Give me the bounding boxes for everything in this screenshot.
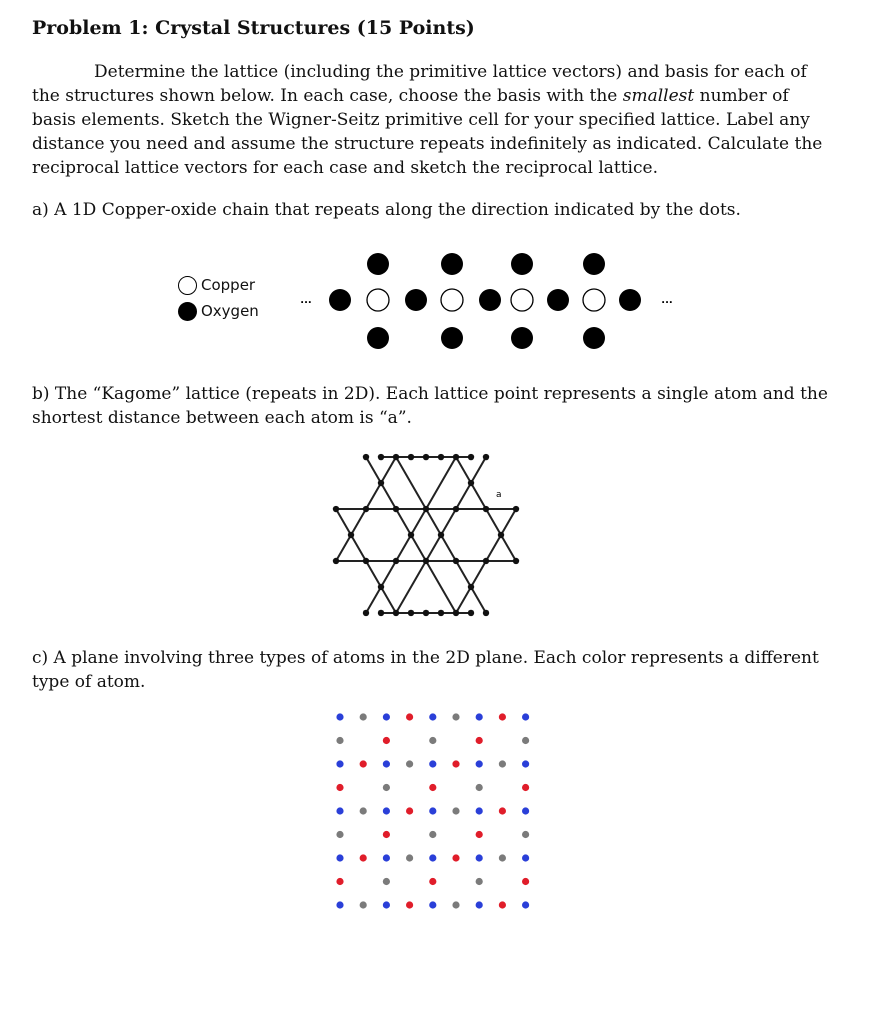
gray-atom xyxy=(383,784,390,791)
gray-atom xyxy=(499,854,506,861)
kagome-atom xyxy=(333,506,339,512)
red-atom xyxy=(360,854,367,861)
blue-atom xyxy=(383,760,390,767)
three-atom-plane xyxy=(0,705,892,915)
kagome-atom xyxy=(438,454,444,460)
kagome-atom xyxy=(468,480,474,486)
gray-atom xyxy=(360,807,367,814)
kagome-atom xyxy=(393,454,399,460)
blue-atom xyxy=(522,760,529,767)
oxygen-atom xyxy=(367,253,389,275)
blue-atom xyxy=(336,854,343,861)
red-atom xyxy=(499,807,506,814)
red-atom xyxy=(452,760,459,767)
problem-intro xyxy=(32,60,844,180)
intro-line: distance you need and assume the structure repeats indefinitely as indicated. Calculate the xyxy=(32,134,823,154)
copper-atom xyxy=(367,289,389,311)
kagome-atom xyxy=(513,506,519,512)
blue-atom xyxy=(336,807,343,814)
gray-atom xyxy=(499,760,506,767)
blue-atom xyxy=(429,713,436,720)
copper-atom xyxy=(583,289,605,311)
gray-atom xyxy=(429,831,436,838)
gray-atom xyxy=(383,878,390,885)
blue-atom xyxy=(522,854,529,861)
blue-atom xyxy=(522,713,529,720)
kagome-atom xyxy=(408,610,414,616)
oxygen-atom xyxy=(619,289,641,311)
blue-atom xyxy=(476,807,483,814)
copper-atom xyxy=(441,289,463,311)
blue-atom xyxy=(429,854,436,861)
blue-atom xyxy=(522,901,529,908)
distance-a-label: a xyxy=(496,490,502,500)
kagome-atom xyxy=(378,610,384,616)
blue-atom xyxy=(383,807,390,814)
kagome-atom xyxy=(378,454,384,460)
red-atom xyxy=(406,901,413,908)
gray-atom xyxy=(452,807,459,814)
legend-oxygen-label: Oxygen xyxy=(201,302,259,320)
red-atom xyxy=(336,784,343,791)
kagome-atom xyxy=(378,584,384,590)
oxygen-atom xyxy=(511,327,533,349)
intro-line: basis elements. Sketch the Wigner-Seitz primitive cell for your specified lattice. Label any xyxy=(32,110,810,130)
kagome-atom xyxy=(468,584,474,590)
part-c-line: c) A plane involving three types of atoms in the 2D plane. Each color represents a different xyxy=(32,648,819,668)
intro-line: reciprocal lattice vectors for each case and sketch the reciprocal lattice. xyxy=(32,158,658,178)
blue-atom xyxy=(476,713,483,720)
intro-line: Determine the lattice (including the primitive lattice vectors) and basis for each of xyxy=(94,62,807,82)
blue-atom xyxy=(336,901,343,908)
part-b-question xyxy=(32,382,828,430)
gray-atom xyxy=(360,713,367,720)
blue-atom xyxy=(522,807,529,814)
blue-atom xyxy=(429,807,436,814)
blue-atom xyxy=(383,713,390,720)
red-atom xyxy=(476,737,483,744)
part-c-line: type of atom. xyxy=(32,672,146,692)
oxygen-atom xyxy=(329,289,351,311)
kagome-atom xyxy=(423,454,429,460)
blue-atom xyxy=(476,760,483,767)
gray-atom xyxy=(452,901,459,908)
blue-atom xyxy=(429,901,436,908)
red-atom xyxy=(360,760,367,767)
gray-atom xyxy=(429,737,436,744)
red-atom xyxy=(452,854,459,861)
kagome-atom xyxy=(408,454,414,460)
kagome-atom xyxy=(423,558,429,564)
chain-ellipsis-right: ... xyxy=(661,295,673,306)
kagome-atom xyxy=(363,506,369,512)
kagome-atom xyxy=(483,506,489,512)
kagome-atom xyxy=(453,610,459,616)
kagome-atom xyxy=(438,610,444,616)
intro-line-emph: the structures shown below. In each case, choose the basis with the smallest number of xyxy=(32,86,789,106)
red-atom xyxy=(499,901,506,908)
gray-atom xyxy=(522,831,529,838)
red-atom xyxy=(429,784,436,791)
kagome-atom xyxy=(483,610,489,616)
kagome-atom xyxy=(363,558,369,564)
gray-atom xyxy=(406,760,413,767)
kagome-atom xyxy=(468,610,474,616)
red-atom xyxy=(383,831,390,838)
blue-atom xyxy=(429,760,436,767)
oxygen-atom xyxy=(405,289,427,311)
oxygen-atom xyxy=(511,253,533,275)
kagome-atom xyxy=(393,610,399,616)
kagome-atom xyxy=(438,532,444,538)
red-atom xyxy=(336,878,343,885)
gray-atom xyxy=(360,901,367,908)
kagome-atom xyxy=(513,558,519,564)
red-atom xyxy=(476,831,483,838)
oxygen-atom xyxy=(441,327,463,349)
part-b-line: b) The “Kagome” lattice (repeats in 2D). Each lattice point represents a single atom and the xyxy=(32,384,828,404)
kagome-atom xyxy=(468,454,474,460)
kagome-atom xyxy=(378,480,384,486)
blue-atom xyxy=(383,854,390,861)
copper-oxide-chain xyxy=(0,245,892,365)
red-atom xyxy=(406,807,413,814)
kagome-atom xyxy=(453,506,459,512)
problem-title: Problem 1: Crystal Structures (15 Points) xyxy=(32,17,475,39)
oxygen-atom xyxy=(547,289,569,311)
oxygen-atom xyxy=(583,327,605,349)
gray-atom xyxy=(522,737,529,744)
kagome-atom xyxy=(393,506,399,512)
kagome-atom xyxy=(423,506,429,512)
oxygen-atom xyxy=(441,253,463,275)
blue-atom xyxy=(336,713,343,720)
part-a-question: a) A 1D Copper-oxide chain that repeats along the direction indicated by the dots. xyxy=(32,200,741,220)
kagome-atom xyxy=(483,454,489,460)
kagome-atom xyxy=(348,532,354,538)
gray-atom xyxy=(336,831,343,838)
blue-atom xyxy=(476,854,483,861)
red-atom xyxy=(499,713,506,720)
copper-atom xyxy=(511,289,533,311)
kagome-atom xyxy=(453,454,459,460)
red-atom xyxy=(383,737,390,744)
gray-atom xyxy=(336,737,343,744)
kagome-atom xyxy=(393,558,399,564)
gray-atom xyxy=(476,784,483,791)
emphasis-word: smallest xyxy=(622,86,695,106)
gray-atom xyxy=(406,854,413,861)
red-atom xyxy=(406,713,413,720)
red-atom xyxy=(429,878,436,885)
red-atom xyxy=(522,784,529,791)
gray-atom xyxy=(476,878,483,885)
blue-atom xyxy=(476,901,483,908)
oxygen-atom xyxy=(583,253,605,275)
red-atom xyxy=(522,878,529,885)
part-c-question xyxy=(32,646,819,694)
blue-atom xyxy=(383,901,390,908)
legend-copper-label: Copper xyxy=(201,276,256,294)
blue-atom xyxy=(336,760,343,767)
part-b-line: shortest distance between each atom is “a”. xyxy=(32,408,412,428)
kagome-atom xyxy=(423,610,429,616)
kagome-atom xyxy=(483,558,489,564)
oxygen-atom xyxy=(367,327,389,349)
kagome-atom xyxy=(333,558,339,564)
kagome-atom xyxy=(453,558,459,564)
kagome-lattice xyxy=(0,440,892,630)
chain-ellipsis-left: ... xyxy=(300,295,312,306)
gray-atom xyxy=(452,713,459,720)
oxygen-atom xyxy=(479,289,501,311)
kagome-atom xyxy=(363,454,369,460)
kagome-atom xyxy=(363,610,369,616)
kagome-atom xyxy=(498,532,504,538)
kagome-atom xyxy=(408,532,414,538)
